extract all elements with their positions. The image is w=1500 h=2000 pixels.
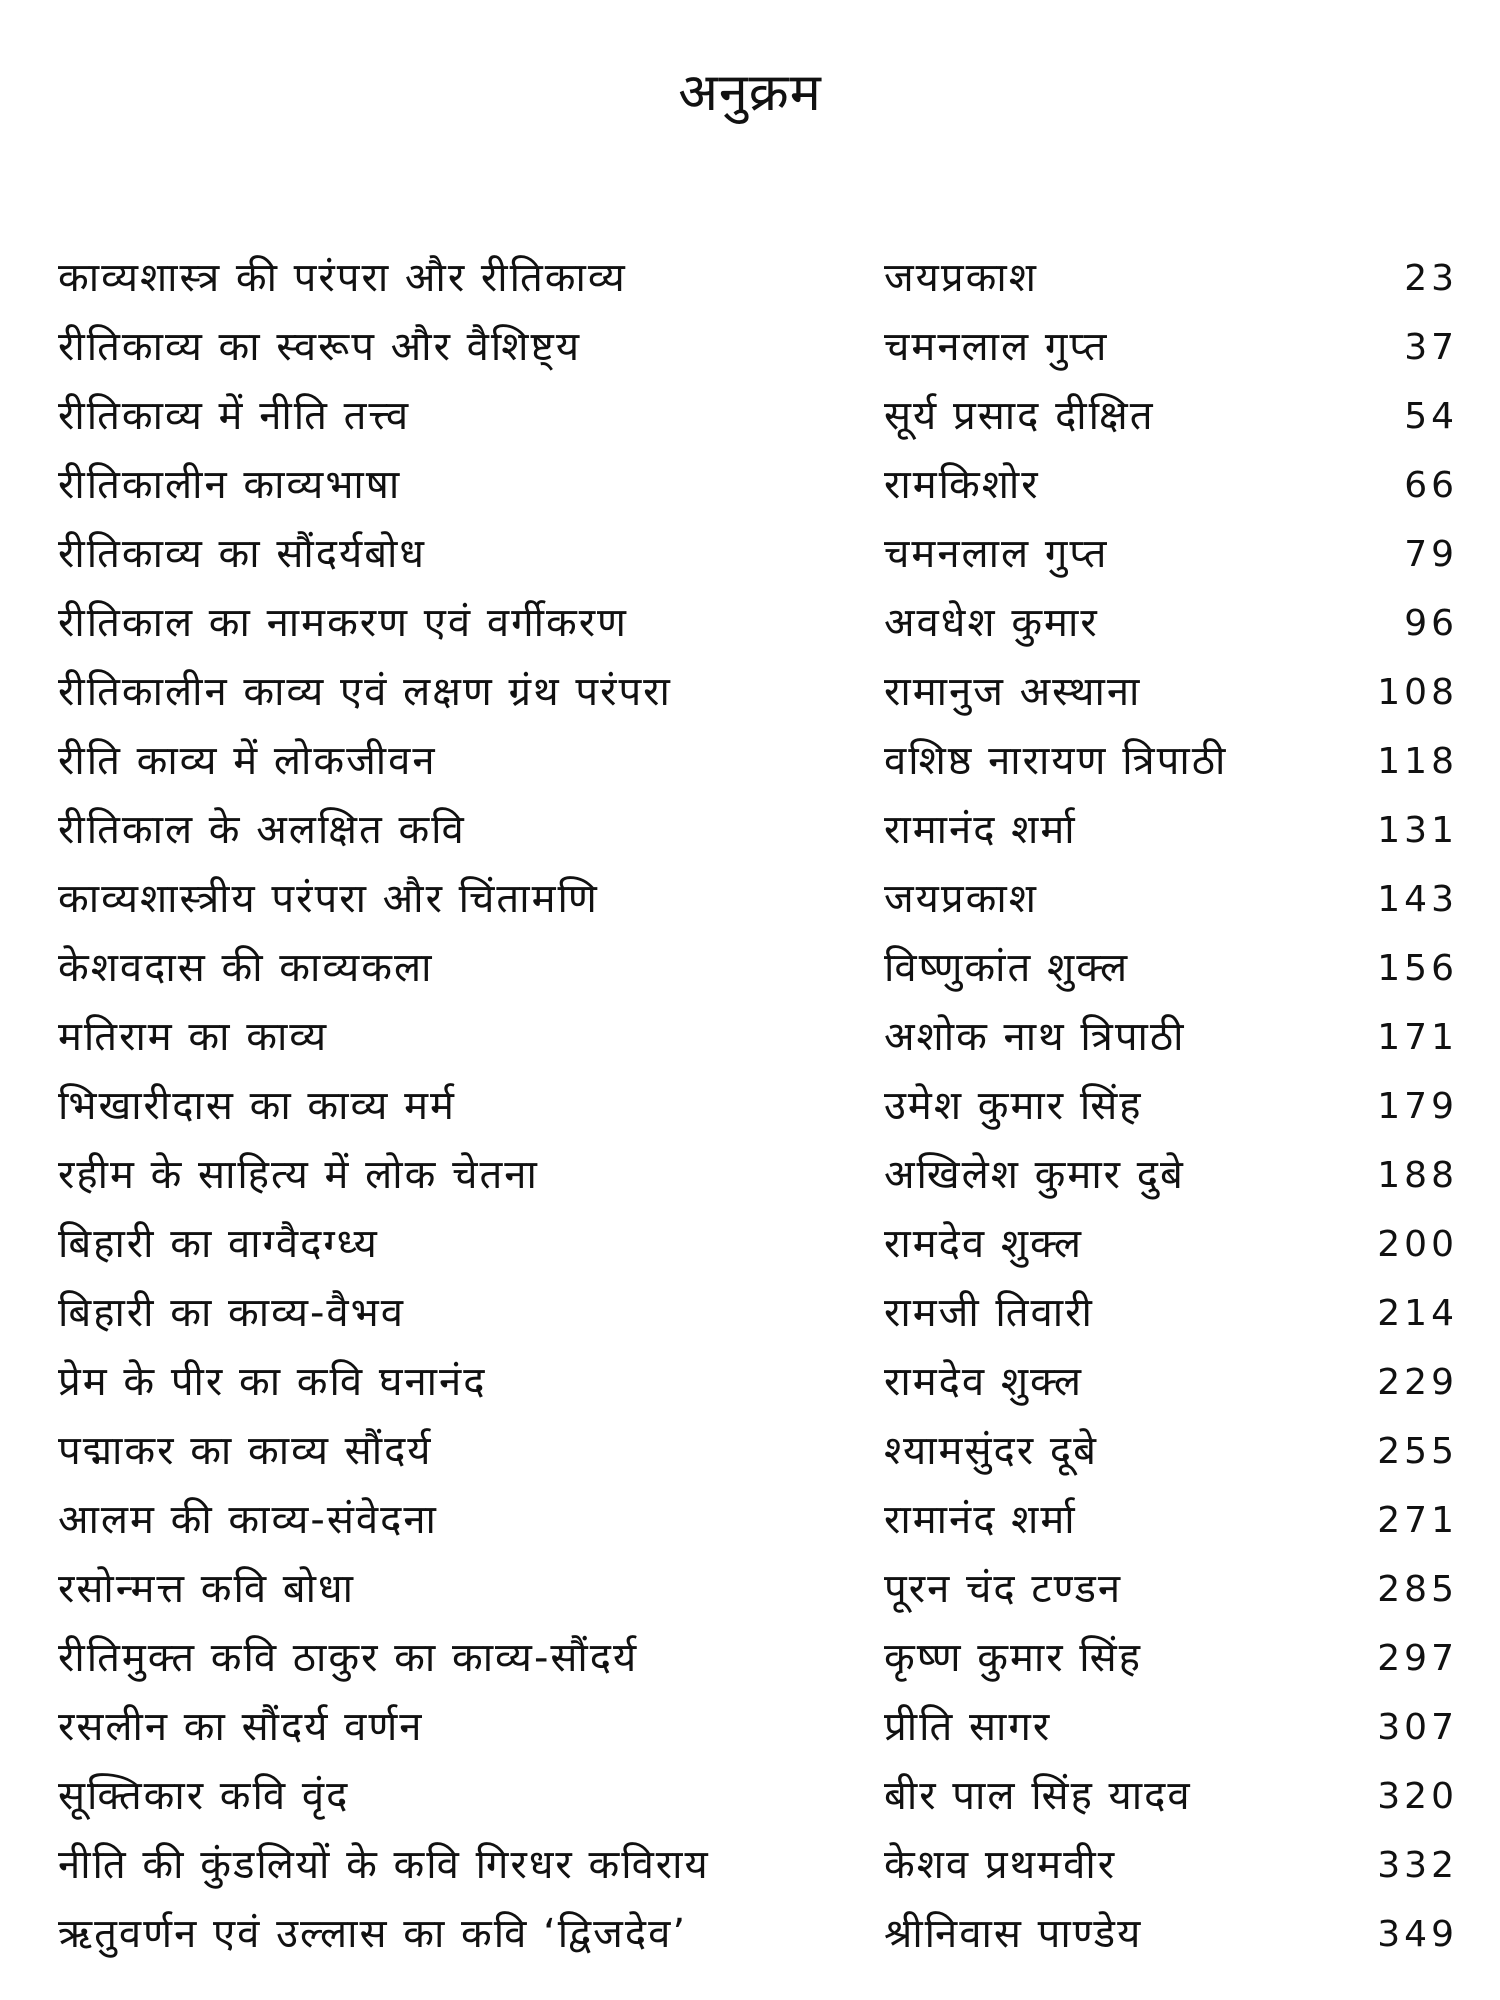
toc-entry-page-number: 214: [1377, 1293, 1458, 1334]
toc-entry: [58, 313, 1458, 382]
toc-entry: [58, 1693, 1458, 1762]
toc-entry: [58, 1141, 1458, 1210]
toc-entry-title: रसोन्मत्त कवि बोधा: [58, 1566, 355, 1612]
toc-entry-title: सूक्तिकार कवि वृंद: [58, 1773, 350, 1819]
toc-entry-author: रामानंद शर्मा: [884, 807, 1077, 853]
toc-entry-title: रीतिकाल के अलक्षित कवि: [58, 807, 466, 853]
toc-entry-page-number: 188: [1377, 1155, 1458, 1196]
toc-entry-title: प्रेम के पीर का कवि घनानंद: [58, 1359, 487, 1405]
toc-entry: [58, 520, 1458, 589]
toc-entry-author: सूर्य प्रसाद दीक्षित: [884, 393, 1155, 439]
toc-entry-page-number: 79: [1404, 534, 1458, 575]
toc-entry: [58, 1486, 1458, 1555]
toc-entry: [58, 1003, 1458, 1072]
toc-entry-title: रीतिकाव्य में नीति तत्त्व: [58, 393, 411, 439]
toc-entry-title: रीतिकाव्य का सौंदर्यबोध: [58, 531, 426, 577]
toc-entry-title: रीति काव्य में लोकजीवन: [58, 738, 437, 784]
toc-entry-author: वशिष्ठ नारायण त्रिपाठी: [884, 738, 1228, 784]
toc-entry-title: ऋतुवर्णन एवं उल्लास का कवि ‘द्विजदेव’: [58, 1911, 688, 1957]
toc-entry-title: पद्माकर का काव्य सौंदर्य: [58, 1428, 433, 1474]
toc-entry-author: रामजी तिवारी: [884, 1290, 1094, 1336]
toc-entry-author: अखिलेश कुमार दुबे: [884, 1152, 1185, 1198]
toc-entry-author: रामानुज अस्थाना: [884, 669, 1142, 715]
toc-entry-title: रीतिकालीन काव्यभाषा: [58, 462, 402, 508]
toc-entry-page-number: 118: [1377, 741, 1458, 782]
toc-entry-page-number: 307: [1377, 1707, 1458, 1748]
toc-entry-title: काव्यशास्त्र की परंपरा और रीतिकाव्य: [58, 255, 627, 301]
toc-entry: [58, 658, 1458, 727]
toc-entry: [58, 1624, 1458, 1693]
toc-entry-page-number: 96: [1404, 603, 1458, 644]
toc-entry-author: रामदेव शुक्ल: [884, 1221, 1083, 1267]
toc-entry-page-number: 271: [1377, 1500, 1458, 1541]
toc-entry: [58, 1072, 1458, 1141]
toc-entry-author: पूरन चंद टण्डन: [884, 1566, 1123, 1612]
toc-entry-page-number: 37: [1404, 327, 1458, 368]
toc-entry-author: चमनलाल गुप्त: [884, 531, 1109, 577]
toc-entry-title: रीतिमुक्त कवि ठाकुर का काव्य-सौंदर्य: [58, 1635, 639, 1681]
toc-entry-page-number: 200: [1377, 1224, 1458, 1265]
toc-entry-title: बिहारी का काव्य-वैभव: [58, 1290, 406, 1336]
toc-entry-author: श्यामसुंदर दूबे: [884, 1428, 1098, 1474]
toc-entry-author: अशोक नाथ त्रिपाठी: [884, 1014, 1186, 1060]
toc-entry-author: विष्णुकांत शुक्ल: [884, 945, 1130, 991]
toc-entry-title: भिखारीदास का काव्य मर्म: [58, 1083, 456, 1129]
toc-entry-author: चमनलाल गुप्त: [884, 324, 1109, 370]
toc-entry-author: रामदेव शुक्ल: [884, 1359, 1083, 1405]
toc-entry-title: रीतिकाव्य का स्वरूप और वैशिष्ट्य: [58, 324, 582, 370]
toc-entry-author: बीर पाल सिंह यादव: [884, 1773, 1192, 1819]
toc-entry: [58, 451, 1458, 520]
toc-entry-title: केशवदास की काव्यकला: [58, 945, 434, 991]
toc-entry-title: मतिराम का काव्य: [58, 1014, 329, 1060]
toc-entry: [58, 244, 1458, 313]
toc-entry-page-number: 179: [1377, 1086, 1458, 1127]
toc-entry: [58, 934, 1458, 1003]
toc-entry-title: रीतिकाल का नामकरण एवं वर्गीकरण: [58, 600, 628, 646]
toc-entry: [58, 1555, 1458, 1624]
toc-entry-title: बिहारी का वाग्वैदग्ध्य: [58, 1221, 379, 1267]
toc-entry-title: रहीम के साहित्य में लोक चेतना: [58, 1152, 539, 1198]
toc-entry: [58, 589, 1458, 658]
toc-entry-page-number: 320: [1377, 1776, 1458, 1817]
toc-entry-author: जयप्रकाश: [884, 876, 1038, 922]
page-title: अनुक्रम: [678, 63, 822, 123]
toc-entry-title: काव्यशास्त्रीय परंपरा और चिंतामणि: [58, 876, 599, 922]
toc-entry: [58, 382, 1458, 451]
toc-entry-page-number: 66: [1404, 465, 1458, 506]
toc-entry-page-number: 23: [1404, 258, 1458, 299]
toc-entry-author: रामकिशोर: [884, 462, 1040, 508]
toc-entry-page-number: 255: [1377, 1431, 1458, 1472]
toc-entry-author: रामानंद शर्मा: [884, 1497, 1077, 1543]
toc-entry-page-number: 229: [1377, 1362, 1458, 1403]
toc-entry-page-number: 297: [1377, 1638, 1458, 1679]
toc-entry-author: केशव प्रथमवीर: [884, 1842, 1117, 1888]
toc-entry-title: आलम की काव्य-संवेदना: [58, 1497, 438, 1543]
toc-entry-page-number: 108: [1377, 672, 1458, 713]
toc-entry: [58, 1210, 1458, 1279]
toc-entry: [58, 727, 1458, 796]
toc-entry: [58, 1417, 1458, 1486]
toc-entry-author: कृष्ण कुमार सिंह: [884, 1635, 1142, 1681]
toc-entry: [58, 1900, 1458, 1969]
toc-entry-author: प्रीति सागर: [884, 1704, 1052, 1750]
toc-entry-page-number: 131: [1377, 810, 1458, 851]
toc-entry: [58, 1831, 1458, 1900]
toc-entry-page-number: 332: [1377, 1845, 1458, 1886]
toc-entry-page-number: 171: [1377, 1017, 1458, 1058]
toc-entry-author: अवधेश कुमार: [884, 600, 1099, 646]
toc-entry: [58, 1762, 1458, 1831]
toc-entry: [58, 865, 1458, 934]
toc-entry-author: जयप्रकाश: [884, 255, 1038, 301]
toc-entry-author: श्रीनिवास पाण्डेय: [884, 1911, 1143, 1957]
toc-entry: [58, 1279, 1458, 1348]
toc-entry-page-number: 156: [1377, 948, 1458, 989]
toc-entry-title: रीतिकालीन काव्य एवं लक्षण ग्रंथ परंपरा: [58, 669, 672, 715]
toc-entry-page-number: 143: [1377, 879, 1458, 920]
table-of-contents: [58, 244, 1458, 1969]
toc-entry-page-number: 349: [1377, 1914, 1458, 1955]
toc-entry-page-number: 54: [1404, 396, 1458, 437]
toc-entry-page-number: 285: [1377, 1569, 1458, 1610]
toc-entry-title: रसलीन का सौंदर्य वर्णन: [58, 1704, 424, 1750]
toc-entry: [58, 1348, 1458, 1417]
toc-entry: [58, 796, 1458, 865]
toc-entry-title: नीति की कुंडलियों के कवि गिरधर कविराय: [58, 1842, 710, 1888]
toc-entry-author: उमेश कुमार सिंह: [884, 1083, 1143, 1129]
